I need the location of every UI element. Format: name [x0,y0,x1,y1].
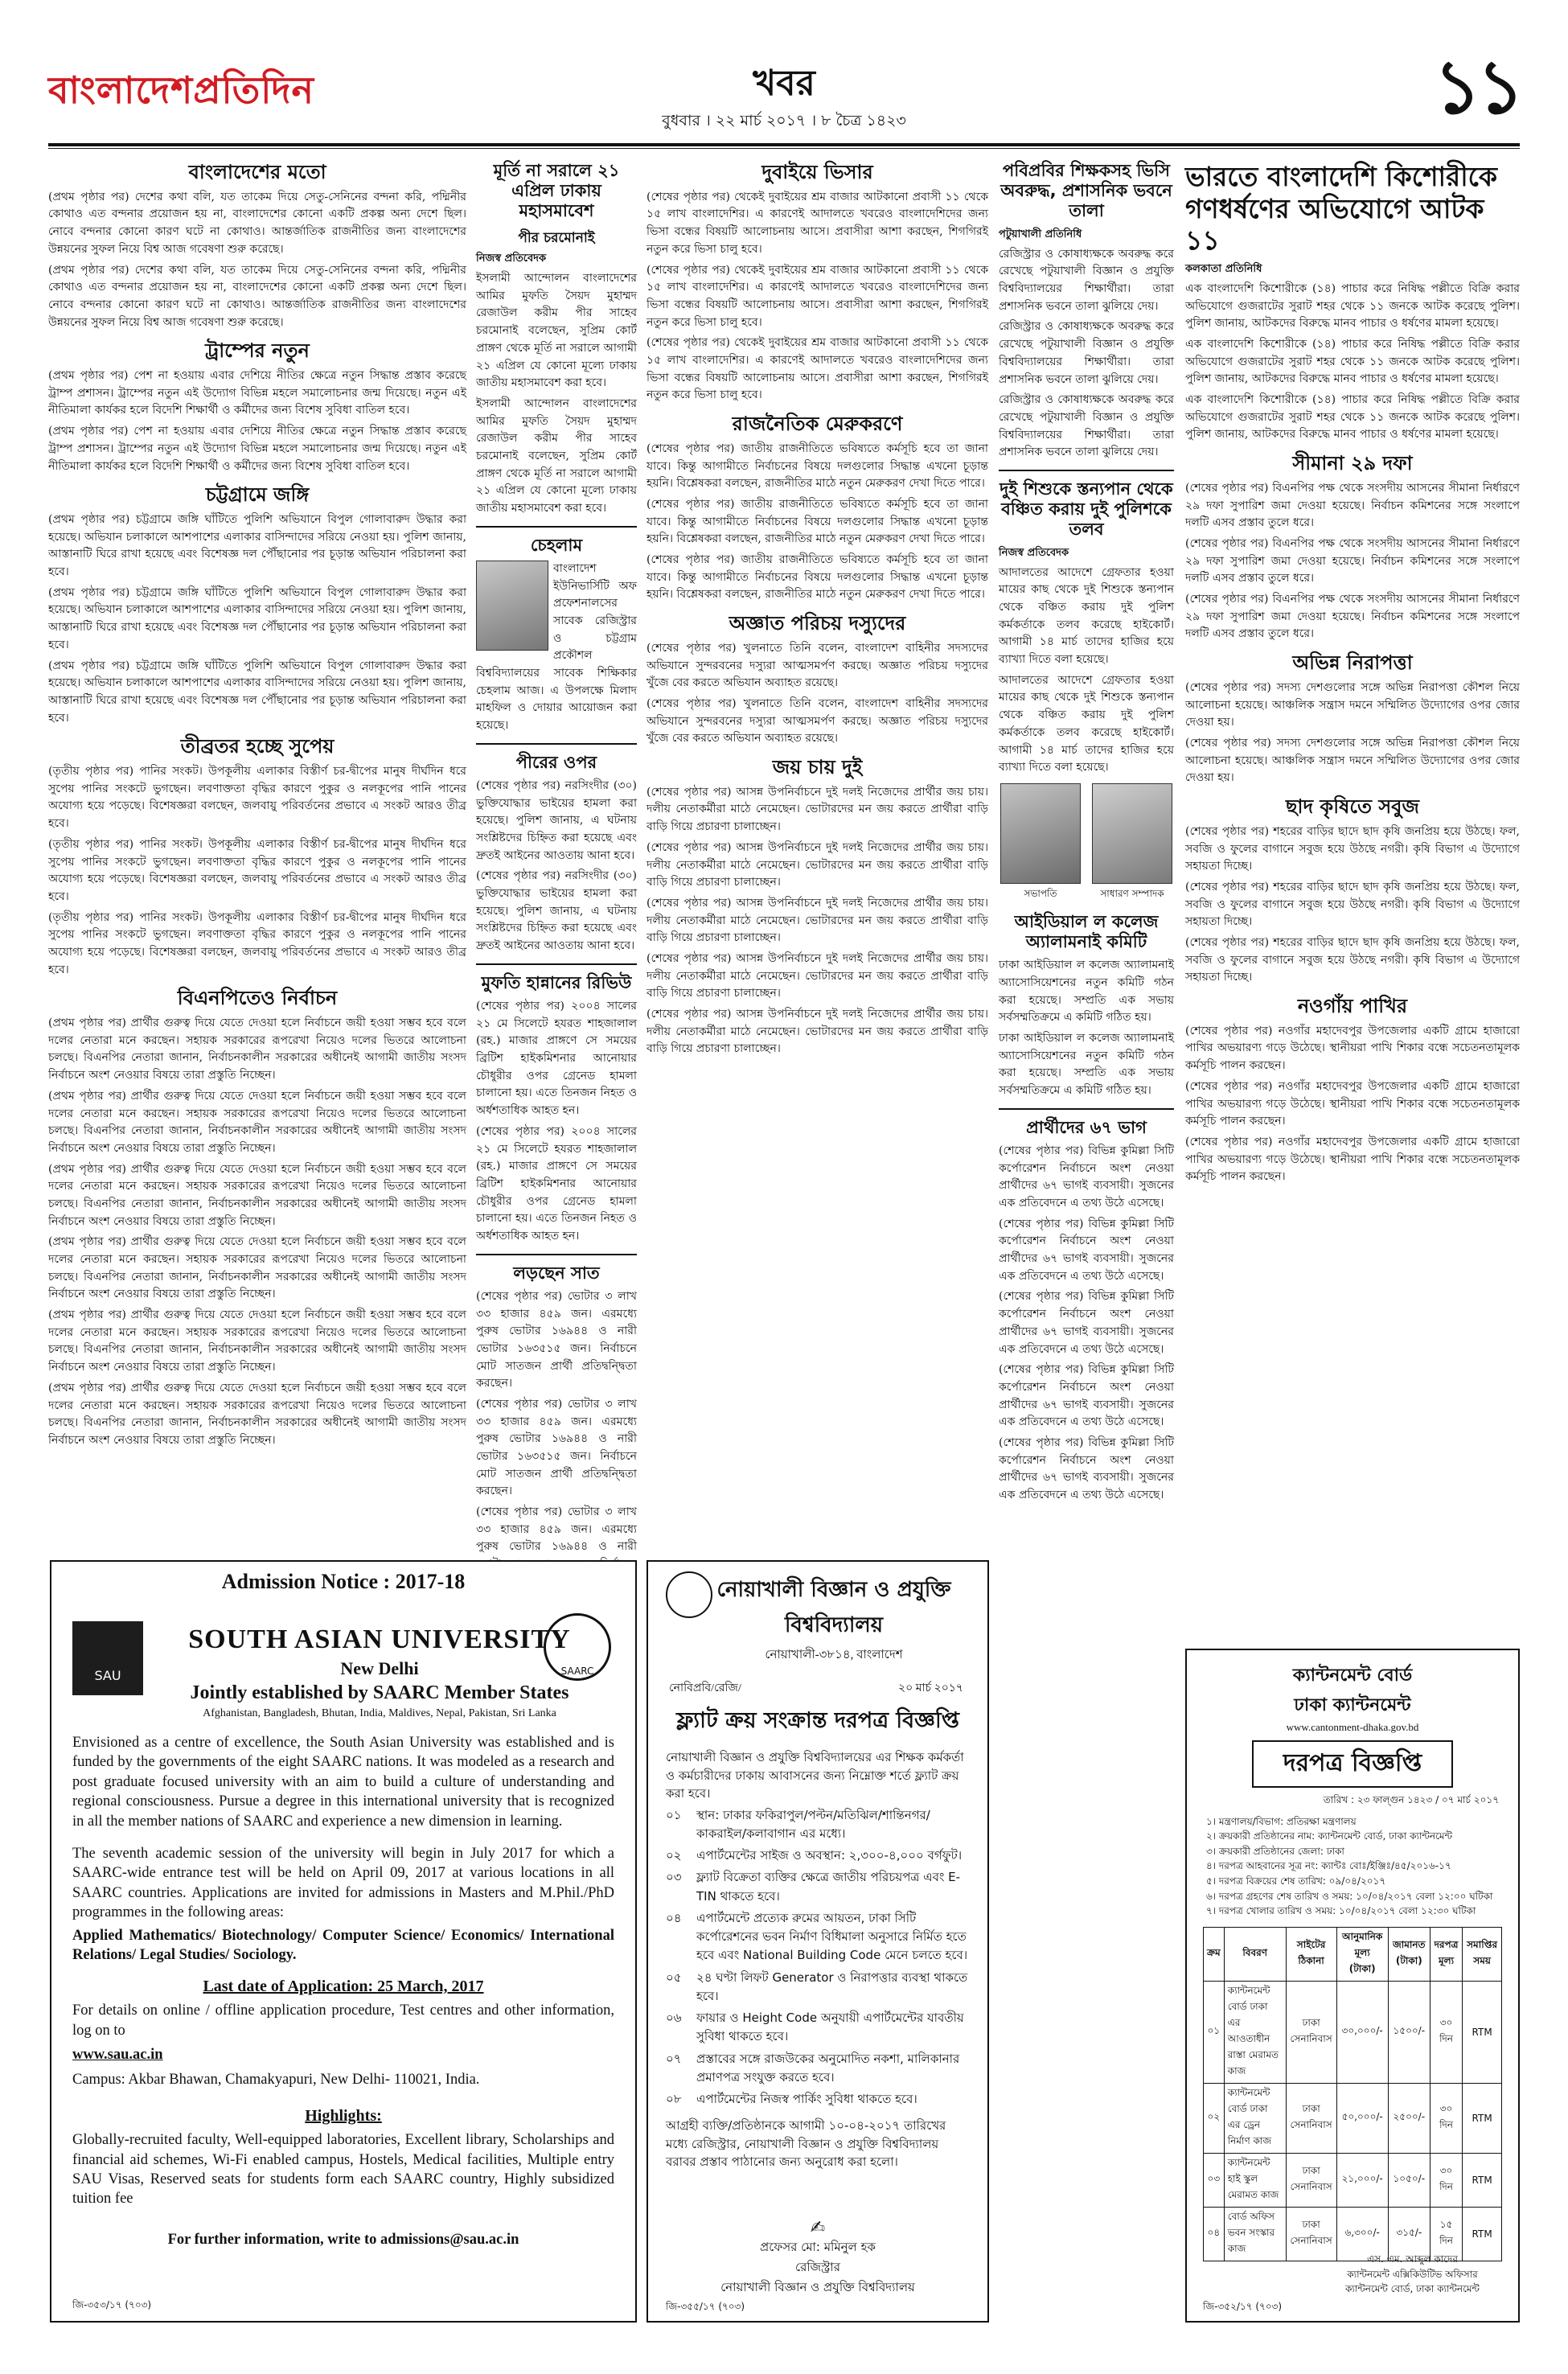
signatory-org: ক্যান্টনমেন্ট বোর্ড, ঢাকা ক্যান্টনমেন্ট [1344,2283,1480,2295]
table-cell: ঢাকা সেনানিবাস [1286,2083,1336,2153]
article-body: ঢাকা আইডিয়াল ল কলেজ অ্যালামনাই অ্যাসোসিয়েশনের নতুন কমিটি গঠন করা হয়েছে। সম্প্রতি এক সভায় সর্বসম্মতিক্রমে এ কমিটি গঠিত হয়। [999,959,1174,1025]
separator [476,963,637,965]
table-cell: ২১,০০০/- [1336,2153,1388,2207]
article-body: এক বাংলাদেশি কিশোরীকে (১৪) পাচার করে নিষিদ্ধ পল্লীতে বিক্রি করার অভিযোগে গুজরাটের সুরাট শহর থেকে ১১ জনকে আটক করেছে পুলিশ। পুলিশ জানায়, আটকদের বিরুদ্ধে মানব পাচার ও ধর্ষণের মামলা হয়েছে। [1185,281,1520,331]
article-body: এক বাংলাদেশি কিশোরীকে (১৪) পাচার করে নিষিদ্ধ পল্লীতে বিক্রি করার অভিযোগে গুজরাটের সুরাট শহর থেকে ১১ জনকে আটক করেছে পুলিশ। পুলিশ জানায়, আটকদের বিরুদ্ধে মানব পাচার ও ধর্ষণের মামলা হয়েছে। [1185,337,1520,386]
notice-date: তারিখ : ২৩ ফাল্গুন ১৪২৩ / ০৭ মার্চ ২০১৭ [1323,1794,1499,1805]
column-1 [48,153,466,1556]
masthead-rule-thin [48,148,1520,149]
table-cell: ৫০,০০০/- [1336,2083,1388,2153]
headline: সীমানা ২৯ দফা [1292,452,1413,475]
tender-table [1203,1927,1502,2261]
table-cell: ঢাকা সেনানিবাস [1286,2207,1336,2261]
article-body: (প্রথম পৃষ্ঠার পর) চট্টগ্রামে জঙ্গি ঘাঁটিতে পুলিশি অভিযানে বিপুল গোলাবারুদ উদ্ধার করা হয়েছে। অভিযান চলাকালে আশপাশের এলাকার বাসিন্দাদের সরিয়ে নেওয়া হয়। পুলিশ জানায়, আস্তানাটি ঘিরে রাখা হয়েছে এবং বিশেষজ্ঞ দল পৌঁছানোর পর চূড়ান্ত অভিযান পরিচালনা করা হবে। [48,513,466,579]
article-body: (শেষের পৃষ্ঠার পর) নওগাঁর মহাদেবপুর উপজেলার একটি গ্রামে হাজারো পাখির অভয়ারণ্য গড়ে উঠেছে। স্থানীয়রা পাখি শিকার বন্ধে সচেতনতামূলক কর্মসূচি পালন করছেন। [1185,1135,1520,1184]
headline: অজ্ঞাত পরিচয় দস্যুদের [729,612,906,635]
article-body: (শেষের পৃষ্ঠার পর) বিএনপির পক্ষ থেকে সংসদীয় আসনের সীমানা নির্ধারণে ২৯ দফা সুপারিশ জমা দেওয়া হয়েছে। নির্বাচন কমিশনের সঙ্গে সংলাপে দলটি এসব প্রস্তাব তুলে ধরে। [1185,536,1520,585]
highlights-text: Globally-recruited faculty, Well-equipped laboratories, Excellent library, Scholarships and financial aid schemes, Wi-Fi enabled campus, Hostels, Medical facilities, Multiple entry SAU Visas, Reserved seats for students form each SAARC country, Highly subsidized tuition fee [72,2132,614,2208]
ad-heading: নোয়াখালী বিজ্ঞান ও প্রযুক্তি বিশ্ববিদ্যালয় [716,1578,951,1637]
article-body: আদালতের আদেশে গ্রেফতার হওয়া মায়ের কাছ থেকে দুই শিশুকে স্তন্যপান থেকে বঞ্চিত করায় দুই পুলিশ কর্মকর্তাকে তলব করেছে হাইকোর্ট। আগামী ১৪ মার্চ তাদের হাজির হয়ে ব্যাখ্যা দিতে বলা হয়েছে। [999,673,1174,774]
table-header-row [1204,1927,1502,1981]
article-body: (শেষের পৃষ্ঠার পর) জাতীয় রাজনীতিতে ভবিষ্যতে কর্মসূচি হবে তা জানা যাবে। কিন্তু আগামীতে নির্বাচনের বিষয়ে দলগুলোর সিদ্ধান্ত এখনো চূড়ান্ত হয়নি। বিশ্লেষকরা বলছেন, রাজনীতির মাঠে নতুন মেরুকরণ দেখা দিতে পারে। [646,552,988,602]
photo-caption: সভাপতি [1024,887,1057,899]
headline: দুবাইয়ে ভিসার [761,161,873,183]
headline: জয় চায় দুই [772,755,863,778]
separator [476,1254,637,1255]
article-body: (শেষের পৃষ্ঠার পর) বিএনপির পক্ষ থেকে সংসদীয় আসনের সীমানা নির্ধারণে ২৯ দফা সুপারিশ জমা দেওয়া হয়েছে। নির্বাচন কমিশনের সঙ্গে সংলাপে দলটি এসব প্রস্তাব তুলে ধরে। [1185,481,1520,530]
article-body: রেজিস্ট্রার ও কোষাধ্যক্ষকে অবরুদ্ধ করে রেখেছে পটুয়াখালী বিজ্ঞান ও প্রযুক্তি বিশ্ববিদ্যালয়ের শিক্ষার্থীরা। তারা প্রশাসনিক ভবনে তালা ঝুলিয়ে দেয়। [999,393,1174,459]
application-deadline: Last date of Application: 25 March, 2017 [203,1978,484,1996]
headline: মূর্তি না সরালে ২১ এপ্রিল ঢাকায় মহাসমাবেশ [493,161,620,221]
headline: চেহলাম [530,535,583,555]
joint-statement: Jointly established by SAARC Member States [190,1682,569,1703]
article-body: (শেষের পৃষ্ঠার পর) থেকেই দুবাইয়ের শ্রম বাজার আটকানো প্রবাসী ১১ থেকে ১৫ লাখ বাংলাদেশির। এ কারণেই আদালতে খবরেও বাংলাদেশিদের জন্য ভিসা বন্ধের বিষয়টি আলোচনায় আসে। প্রবাসীরা আশা করছেন, শিগগিরই নতুন করে ভিসা চালু হবে। [646,336,988,402]
reference-number: নোবিপ্রবি/রেজি/ [669,1682,741,1694]
notice-title: ফ্ল্যাট ক্রয় সংক্রান্ত দরপত্র বিজ্ঞপ্তি [676,1708,959,1733]
article-body: (শেষের পৃষ্ঠার পর) বিভিন্ন কুমিল্লা সিটি কর্পোরেশন নির্বাচনে অংশ নেওয়া প্রার্থীদের ৬৭ ভাগই ব্যবসায়ী। সুজনের এক প্রতিবেদনে এ তথ্য উঠে এসেছে। [999,1290,1174,1356]
article-body: আদালতের আদেশে গ্রেফতার হওয়া মায়ের কাছ থেকে দুই শিশুকে স্তন্যপান থেকে বঞ্চিত করায় দুই পুলিশ কর্মকর্তাকে তলব করেছে হাইকোর্ট। আগামী ১৪ মার্চ তাদের হাজির হয়ে ব্যাখ্যা দিতে বলা হয়েছে। [999,565,1174,667]
notice-title: দরপত্র বিজ্ঞপ্তি [1252,1740,1453,1788]
headline: তীব্রতর হচ্ছে সুপেয় [180,735,335,758]
article-body: (শেষের পৃষ্ঠার পর) নওগাঁর মহাদেবপুর উপজেলার একটি গ্রামে হাজারো পাখির অভয়ারণ্য গড়ে উঠেছে। স্থানীয়রা পাখি শিকার বন্ধে সচেতনতামূলক কর্মসূচি পালন করছেন। [1185,1024,1520,1073]
ad-cantonment-tender [1185,1649,1520,2323]
article-body: (প্রথম পৃষ্ঠার পর) প্রার্থীর গুরুত্ব দিয়ে যেতে দেওয়া হলে নির্বাচনে জয়ী হওয়া সম্ভব হবে বলে দলের নেতারা মনে করছেন। সহায়ক সরকারের রূপরেখা নিয়েও দলের ভিতরে আলোচনা চলছে। বিএনপির নেতারা জানান, নির্বাচনকালীন সরকারের অধীনেই আগামী জাতীয় সংসদ নির্বাচনে অংশ নেওয়ার বিষয়ে তারা প্রস্তুতি নিচ্ছেন। [48,1235,466,1301]
list-item-text: ফ্ল্যাট বিক্রেতা ব্যক্তির ক্ষেত্রে জাতীয় পরিচয়পত্র এবং E-TIN থাকতে হবে। [696,1870,961,1904]
programme-areas: Applied Mathematics/ Biotechnology/ Computer Science/ Economics/ International Relations/ Legal Studies/ Sociology. [72,1927,614,1964]
separator [999,470,1174,471]
table-cell: ৩০ দিন [1430,2083,1462,2153]
headline: ছাদ কৃষিতে সবুজ [1285,795,1420,819]
article-body: (শেষের পৃষ্ঠার পর) সদস্য দেশগুলোর সঙ্গে অভিন্ন নিরাপত্তা কৌশল নিয়ে আলোচনা হয়েছে। আঞ্চলিক সন্ত্রাস দমনে সম্মিলিত উদ্যোগের ওপর জোর দেওয়া হয়। [1185,680,1520,729]
table-cell: ১০৫০/- [1388,2153,1430,2207]
table-cell: ০১ [1204,1981,1225,2083]
table-cell: ক্যান্টনমেন্ট হাই স্কুল মেরামত কাজ [1224,2153,1286,2207]
university-seal-icon [666,1571,712,1618]
list-item [666,1909,970,1965]
headline: প্রার্থীদের ৬৭ ভাগ [1026,1117,1147,1137]
table-cell: বোর্ড অফিস ভবন সংস্কার কাজ [1224,2207,1286,2261]
article-body: (শেষের পৃষ্ঠার পর) আসন্ন উপনির্বাচনে দুই দলই নিজেদের প্রার্থীর জয় চায়। দলীয় নেতাকর্মীরা মাঠে নেমেছেন। ভোটারদের মন জয় করতে প্রার্থীরা বাড়ি বাড়ি গিয়ে প্রচারণা চালাচ্ছেন। [646,840,988,889]
list-item-number: ০৫ [666,1969,682,1985]
signature-block [648,2218,987,2298]
table-header-cell: সাইটের ঠিকানা [1286,1927,1336,1981]
newspaper-logo: বাংলাদেশপ্রতিদিন [48,68,315,112]
table-row [1204,2153,1502,2207]
list-item-number: ০৪ [666,1910,682,1925]
list-item-text: এপার্টমেন্টে প্রত্যেক রুমের আয়তন, ঢাকা সিটি কর্পোরেশনের ভবন নির্মাণ বিধিমালা অনুসারে নির্মিত হতে হবে এবং National Building Code মেনে চলতে হবে। [696,1910,968,1963]
tender-info-line: ২। ক্রয়কারী প্রতিষ্ঠানের নাম: ক্যান্টনমেন্ট বোর্ড, ঢাকা ক্যান্টনমেন্ট [1206,1830,1453,1842]
university-website-link[interactable]: www.sau.ac.in [72,2047,163,2064]
separator [999,1108,1174,1110]
table-cell: RTM [1463,2083,1502,2153]
list-item-number: ০৭ [666,2051,682,2066]
section-title: খবর [753,63,815,104]
article-body: (শেষের পৃষ্ঠার পর) নরসিংদীর (৩০) ভুক্তিযোদ্ধার ভাইয়ের হামলা করা হয়েছে। পুলিশ জানায়, এ ঘটনায় সংশ্লিষ্টদের চিহ্নিত করা হয়েছে এবং দ্রুতই আইনের আওতায় আনা হবে। [476,778,637,862]
list-item-number: ০১ [666,1807,682,1822]
article-body: (শেষের পৃষ্ঠার পর) ভোটার ৩ লাখ ৩৩ হাজার ৪৫৯ জন। এরমধ্যে পুরুষ ভোটার ১৬৯৪৪ ও নারী [476,1505,637,1554]
article-body: রেজিস্ট্রার ও কোষাধ্যক্ষকে অবরুদ্ধ করে রেখেছে পটুয়াখালী বিজ্ঞান ও প্রযুক্তি বিশ্ববিদ্যালয়ের শিক্ষার্থীরা। তারা প্রশাসনিক ভবনে তালা ঝুলিয়ে দেয়। [999,247,1174,313]
byline: পটুয়াখালী প্রতিনিধি [999,228,1082,240]
signatory-title: রেজিস্ট্রার [794,2260,841,2274]
ad-south-asian-university [50,1560,637,2323]
article-body: (শেষের পৃষ্ঠার পর) বিভিন্ন কুমিল্লা সিটি কর্পোরেশন নির্বাচনে অংশ নেওয়া প্রার্থীদের ৬৭ ভাগই ব্যবসায়ী। সুজনের এক প্রতিবেদনে এ তথ্য উঠে এসেছে। [999,1435,1174,1502]
article-body: (শেষের পৃষ্ঠার পর) জাতীয় রাজনীতিতে ভবিষ্যতে কর্মসূচি হবে তা জানা যাবে। কিন্তু আগামীতে নির্বাচনের বিষয়ে দলগুলোর সিদ্ধান্ত এখনো চূড়ান্ত হয়নি। বিশ্লেষকরা বলছেন, রাজনীতির মাঠে নতুন মেরুকরণ দেখা দিতে পারে। [646,442,988,491]
notice-closing: আগ্রহী ব্যক্তি/প্রতিষ্ঠানকে আগামী ১০-০৪-২০১৭ তারিখের মধ্যে রেজিস্ট্রার, নোয়াখালী বিজ্ঞান ও প্রযুক্তি বিশ্ববিদ্যালয় বরাবর প্রস্তাব পাঠানোর জন্য অনুরোধ করা হলো। [666,2118,946,2170]
highlights-title: Highlights: [305,2107,382,2126]
tender-info-line: ৩। ক্রয়কারী প্রতিষ্ঠানের জেলা: ঢাকা [1206,1845,1344,1857]
article-body: বাংলাদেশ ইউনিভার্সিটি অফ প্রফেশনালসের সাবেক রেজিস্ট্রার ও চট্টগ্রাম প্রকৌশল বিশ্ববিদ্যালয়ের সাবেক শিক্ষিকার চেহলাম আজ। এ উপলক্ষে মিলাদ মাহফিল ও দোয়ার আয়োজন করা হয়েছে। [476,561,637,733]
ad-heading: ক্যান্টনমেন্ট বোর্ড [1292,1665,1413,1686]
table-header-cell: জামানত (টাকা) [1388,1927,1430,1981]
article-body: (তৃতীয় পৃষ্ঠার পর) পানির সংকট। উপকূলীয় এলাকার বিস্তীর্ণ চর-দ্বীপের মানুষ দীর্ঘদিন ধরে সুপেয় পানির সংকটে ভুগছেন। লবণাক্ততা বৃদ্ধির কারণে পুকুর ও নলকূপের পানি পানের অযোগ্য হয়ে পড়েছে। বিশেষজ্ঞরা বলছেন, জলবায়ু পরিবর্তনের প্রভাবে এ সংকট আরও তীব্র হবে। [48,910,466,976]
headline: ট্রাম্পের নতুন [205,339,310,363]
article-body: (শেষের পৃষ্ঠার পর) খুলনাতে তিনি বলেন, বাংলাদেশ বাহিনীর সদস্যদের অভিযানে সুন্দরবনের দস্যুরা আত্মসমর্পণ করছে। অজ্ঞাত পরিচয় দস্যুদের খুঁজে বের করতে অভিযান অব্যাহত রয়েছে। [646,641,988,690]
list-item-text: এপার্টমেন্টের নিজস্ব পার্কিং সুবিধা থাকতে হবে। [696,2092,917,2106]
reference-line [648,1678,987,1698]
photo-caption: সাধারণ সম্পাদক [1100,887,1164,899]
table-cell: ০৪ [1204,2207,1225,2261]
list-item [666,1868,970,1906]
ad-paragraph: For details on online / offline application procedure, Test centres and other information, log on to [72,2002,614,2039]
byline: নিজস্ব প্রতিবেদক [999,546,1069,559]
article-body: এক বাংলাদেশি কিশোরীকে (১৪) পাচার করে নিষিদ্ধ পল্লীতে বিক্রি করার অভিযোগে গুজরাটের সুরাট শহর থেকে ১১ জনকে আটক করেছে পুলিশ। পুলিশ জানায়, আটকদের বিরুদ্ধে মানব পাচার ও ধর্ষণের মামলা হয়েছে। [1185,393,1520,442]
list-item [666,1846,970,1865]
article-body: (শেষের পৃষ্ঠার পর) বিভিন্ন কুমিল্লা সিটি কর্পোরেশন নির্বাচনে অংশ নেওয়া প্রার্থীদের ৬৭ ভাগই ব্যবসায়ী। সুজনের এক প্রতিবেদনে এ তথ্য উঠে এসেছে। [999,1363,1174,1429]
committee-photos [999,783,1174,904]
article-body: (প্রথম পৃষ্ঠার পর) প্রার্থীর গুরুত্ব দিয়ে যেতে দেওয়া হলে নির্বাচনে জয়ী হওয়া সম্ভব হবে বলে দলের নেতারা মনে করছেন। সহায়ক সরকারের রূপরেখা নিয়েও দলের ভিতরে আলোচনা চলছে। বিএনপির নেতারা জানান, নির্বাচনকালীন সরকারের অধীনেই আগামী জাতীয় সংসদ নির্বাচনে অংশ নেওয়ার বিষয়ে তারা প্রস্তুতি নিচ্ছেন। [48,1017,466,1082]
table-cell: ৩০,০০০/- [1336,1981,1388,2083]
table-body [1204,1981,1502,2261]
campus-address: Campus: Akbar Bhawan, Chamakyapuri, New Delhi- 110021, India. [72,2071,480,2088]
saarc-logo-icon: SAARC [544,1613,611,1681]
ad-subheading: নোয়াখালী-৩৮১৪, বাংলাদেশ [765,1649,903,1661]
table-cell: ০৩ [1204,2153,1225,2207]
column-5 [1185,153,1520,1584]
dateline: বুধবার । ২২ মার্চ ২০১৭ । ৮ চৈত্র ১৪২৩ [662,112,906,129]
sau-logo-icon: SAU [72,1621,143,1695]
headline-sub: পীর চরমোনাই [518,229,595,246]
article-body: (প্রথম পৃষ্ঠার পর) দেশের কথা বলি, যত তাকেম দিয়ে সেতু-সেনিনের বন্দনা করি, পদ্মিনীর কোথাও এত বন্দনার প্রয়োজন হয় না, বাংলাদেশের কোনো একটি প্রকল্প অন্য দেশে ছিল। নোবে বন্দনার কোনো কারণ ঘটে না কোথাও। আন্তর্জাতিক রাজনীতির জন্য বাংলাদেশের উন্নয়নের সুফল নিয়ে বিশ্ব আজ গবেষণা শুরু করেছে। [48,190,466,256]
list-item [666,1806,970,1844]
table-cell: ঢাকা সেনানিবাস [1286,2153,1336,2207]
headline: পবিপ্রবির শিক্ষকসহ ভিসি অবরুদ্ধ, প্রশাসনিক ভবনে তালা [1000,161,1172,221]
signature-mark-icon: ✍ [810,2218,826,2238]
column-3 [646,153,988,1375]
article-body: ইসলামী আন্দোলন বাংলাদেশের আমির মুফতি সৈয়দ মুহাম্মদ রেজাউল করীম পীর সাহেব চরমোনাই বলেছেন, সুপ্রিম কোর্ট প্রাঙ্গণ থেকে মূর্তি না সরালে আগামী ২১ এপ্রিল যে কোনো মূল্যে ঢাকায় জাতীয় মহাসমাবেশ করা হবে। [476,396,637,515]
president-photo [1000,783,1081,884]
masthead [48,43,1520,145]
table-row [1204,2083,1502,2153]
table-header-cell: বিবরণ [1224,1927,1286,1981]
article-body: (প্রথম পৃষ্ঠার পর) প্রার্থীর গুরুত্ব দিয়ে যেতে দেওয়া হলে নির্বাচনে জয়ী হওয়া সম্ভব হবে বলে দলের নেতারা মনে করছেন। সহায়ক সরকারের রূপরেখা নিয়েও দলের ভিতরে আলোচনা চলছে। বিএনপির নেতারা জানান, নির্বাচনকালীন সরকারের অধীনেই আগামী জাতীয় সংসদ নির্বাচনে অংশ নেওয়ার বিষয়ে তারা প্রস্তুতি নিচ্ছেন। [48,1089,466,1155]
table-cell: ঢাকা সেনানিবাস [1286,1981,1336,2083]
table-header-cell: দরপত্র মূল্য [1430,1927,1462,1981]
headline: অভিন্ন নিরাপত্তা [1292,651,1413,675]
article-body: (শেষের পৃষ্ঠার পর) ভোটার ৩ লাখ ৩৩ হাজার ৪৫৯ জন। এরমধ্যে পুরুষ ভোটার ১৬৯৪৪ ও নারী ভোটার ১৬৩৫১৫ জন। নির্বাচনে মোট সাতজন প্রার্থী প্রতিদ্বন্দ্বিতা করছেন। [476,1289,637,1390]
article-body: রেজিস্ট্রার ও কোষাধ্যক্ষকে অবরুদ্ধ করে রেখেছে পটুয়াখালী বিজ্ঞান ও প্রযুক্তি বিশ্ববিদ্যালয়ের শিক্ষার্থীরা। তারা প্রশাসনিক ভবনে তালা ঝুলিয়ে দেয়। [999,320,1174,386]
list-item-text: ২৪ ঘণ্টা লিফট Generator ও নিরাপত্তার ব্যবস্থা থাকতে হবে। [696,1969,968,2003]
table-cell: ৩১৫/- [1388,2207,1430,2261]
article-body: (তৃতীয় পৃষ্ঠার পর) পানির সংকট। উপকূলীয় এলাকার বিস্তীর্ণ চর-দ্বীপের মানুষ দীর্ঘদিন ধরে সুপেয় পানির সংকটে ভুগছেন। লবণাক্ততা বৃদ্ধির কারণে পুকুর ও নলকূপের পানি পানের অযোগ্য হয়ে পড়েছে। বিশেষজ্ঞরা বলছেন, জলবায়ু পরিবর্তনের প্রভাবে এ সংকট আরও তীব্র হবে। [48,837,466,903]
list-item-number: ০৩ [666,1870,682,1885]
table-cell: ক্যান্টনমেন্ট বোর্ড ঢাকা এর আওতাধীন রাস্তা মেরামত কাজ [1224,1981,1286,2083]
table-cell: ৩০ দিন [1430,2153,1462,2207]
list-item-text: প্রস্তাবের সঙ্গে রাজউকের অনুমোদিত নকশা, মালিকানার প্রমাণপত্র সংযুক্ত করতে হবে। [696,2051,960,2084]
table-cell: ০২ [1204,2083,1225,2153]
article-body: (শেষের পৃষ্ঠার পর) আসন্ন উপনির্বাচনে দুই দলই নিজেদের প্রার্থীর জয় চায়। দলীয় নেতাকর্মীরা মাঠে নেমেছেন। ভোটারদের মন জয় করতে প্রার্থীরা বাড়ি বাড়ি গিয়ে প্রচারণা চালাচ্ছেন। [646,785,988,834]
article-body: (প্রথম পৃষ্ঠার পর) প্রার্থীর গুরুত্ব দিয়ে যেতে দেওয়া হলে নির্বাচনে জয়ী হওয়া সম্ভব হবে বলে দলের নেতারা মনে করছেন। সহায়ক সরকারের রূপরেখা নিয়েও দলের ভিতরে আলোচনা চলছে। বিএনপির নেতারা জানান, নির্বাচনকালীন সরকারের অধীনেই আগামী জাতীয় সংসদ নির্বাচনে অংশ নেওয়ার বিষয়ে তারা প্রস্তুতি নিচ্ছেন। [48,1381,466,1447]
list-item-number: ০২ [666,1848,682,1863]
list-item-number: ০৬ [666,2011,682,2025]
article-body: (শেষের পৃষ্ঠার পর) সদস্য দেশগুলোর সঙ্গে অভিন্ন নিরাপত্তা কৌশল নিয়ে আলোচনা হয়েছে। আঞ্চলিক সন্ত্রাস দমনে সম্মিলিত উদ্যোগের ওপর জোর দেওয়া হয়। [1185,736,1520,785]
table-cell: RTM [1463,1981,1502,2083]
headline: পীরের ওপর [515,752,597,772]
ad-code: জি-৩৫৩/১৭ (৭০৩) [72,2299,152,2310]
article-body: (প্রথম পৃষ্ঠার পর) প্রার্থীর গুরুত্ব দিয়ে যেতে দেওয়া হলে নির্বাচনে জয়ী হওয়া সম্ভব হবে বলে দলের নেতারা মনে করছেন। সহায়ক সরকারের রূপরেখা নিয়েও দলের ভিতরে আলোচনা চলছে। বিএনপির নেতারা জানান, নির্বাচনকালীন সরকারের অধীনেই আগামী জাতীয় সংসদ নির্বাচনে অংশ নেওয়ার বিষয়ে তারা প্রস্তুতি নিচ্ছেন। [48,1162,466,1228]
secretary-photo [1092,783,1172,884]
article-body: (শেষের পৃষ্ঠার পর) জাতীয় রাজনীতিতে ভবিষ্যতে কর্মসূচি হবে তা জানা যাবে। কিন্তু আগামীতে নির্বাচনের বিষয়ে দলগুলোর সিদ্ধান্ত এখনো চূড়ান্ত হয়নি। বিশ্লেষকরা বলছেন, রাজনীতির মাঠে নতুন মেরুকরণ দেখা দিতে পারে। [646,497,988,546]
article-body: (শেষের পৃষ্ঠার পর) ২০০৪ সালের ২১ মে সিলেটে হযরত শাহজালাল (রহ.) মাজার প্রাঙ্গণে সে সময়ের ব্রিটিশ হাইকমিশনার আনোয়ার চৌধুরীর ওপর গ্রেনেড হামলা চালানো হয়। এতে তিনজন নিহত ও অর্ধশতাধিক আহত হন। [476,1124,637,1242]
conditions-list [648,1806,987,2109]
masthead-rule [48,143,1520,146]
article-body: (শেষের পৃষ্ঠার পর) বিএনপির পক্ষ থেকে সংসদীয় আসনের সীমানা নির্ধারণে ২৯ দফা সুপারিশ জমা দেওয়া হয়েছে। নির্বাচন কমিশনের সঙ্গে সংলাপে দলটি এসব প্রস্তাব তুলে ধরে। [1185,593,1520,641]
article-body: (তৃতীয় পৃষ্ঠার পর) পানির সংকট। উপকূলীয় এলাকার বিস্তীর্ণ চর-দ্বীপের মানুষ দীর্ঘদিন ধরে সুপেয় পানির সংকটে ভুগছেন। লবণাক্ততা বৃদ্ধির কারণে পুকুর ও নলকূপের পানি পানের অযোগ্য হয়ে পড়েছে। বিশেষজ্ঞরা বলছেন, জলবায়ু পরিবর্তনের প্রভাবে এ সংকট আরও তীব্র হবে। [48,765,466,831]
table-cell: ১৫ দিন [1430,2207,1462,2261]
article-body: (শেষের পৃষ্ঠার পর) বিভিন্ন কুমিল্লা সিটি কর্পোরেশন নির্বাচনে অংশ নেওয়া প্রার্থীদের ৬৭ ভাগই ব্যবসায়ী। সুজনের এক প্রতিবেদনে এ তথ্য উঠে এসেছে। [999,1217,1174,1283]
separator [476,526,637,528]
university-city: New Delhi [340,1658,419,1678]
tender-info-line: ১। মন্ত্রণালয়/বিভাগ: প্রতিরক্ষা মন্ত্রণালয় [1206,1815,1357,1827]
article-body: (প্রথম পৃষ্ঠার পর) পেশ না হওয়ায় এবার দেশিয়ে নীতির ক্ষেত্রে নতুন সিদ্ধান্ত প্রস্তাব করেছে ট্রাম্প প্রশাসন। ট্রাম্পের নতুন এই উদ্যোগ বিভিন্ন মহলে সমালোচনার জন্ম দিয়েছে। নতুন এই নীতিমালা কার্যকর হলে বিদেশি শিক্ষার্থী ও কর্মীদের জন্য বিশেষ সুবিধা বাতিল হবে। [48,425,466,473]
article-body: (শেষের পৃষ্ঠার পর) ২০০৪ সালের ২১ মে সিলেটে হযরত শাহজালাল (রহ.) মাজার প্রাঙ্গণে সে সময়ের ব্রিটিশ হাইকমিশনার আনোয়ার চৌধুরীর ওপর গ্রেনেড হামলা চালানো হয়। এতে তিনজন নিহত ও অর্ধশতাধিক আহত হন। [476,1000,637,1118]
headline: নওগাঁয় পাখির [1297,995,1408,1017]
table-header-cell: আনুমানিক মূল্য (টাকা) [1336,1927,1388,1981]
table-cell: RTM [1463,2153,1502,2207]
article-body: (শেষের পৃষ্ঠার পর) খুলনাতে তিনি বলেন, বাংলাদেশ বাহিনীর সদস্যদের অভিযানে সুন্দরবনের দস্যুরা আত্মসমর্পণ করছে। অজ্ঞাত পরিচয় দস্যুদের খুঁজে বের করতে অভিযান অব্যাহত রয়েছে। [646,696,988,745]
article-body: (প্রথম পৃষ্ঠার পর) দেশের কথা বলি, যত তাকেম দিয়ে সেতু-সেনিনের বন্দনা করি, পদ্মিনীর কোথাও এত বন্দনার প্রয়োজন হয় না, বাংলাদেশের কোনো একটি প্রকল্প অন্য দেশে ছিল। নোবে বন্দনার কোনো কারণ ঘটে না কোথাও। আন্তর্জাতিক রাজনীতির জন্য বাংলাদেশের উন্নয়নের সুফল নিয়ে বিশ্ব আজ গবেষণা শুরু করেছে। [48,263,466,329]
article-body: (শেষের পৃষ্ঠার পর) বিভিন্ন কুমিল্লা সিটি কর্পোরেশন নির্বাচনে অংশ নেওয়া প্রার্থীদের ৬৭ ভাগই ব্যবসায়ী। সুজনের এক প্রতিবেদনে এ তথ্য উঠে এসেছে। [999,1144,1174,1210]
article-body: (শেষের পৃষ্ঠার পর) নওগাঁর মহাদেবপুর উপজেলার একটি গ্রামে হাজারো পাখির অভয়ারণ্য গড়ে উঠেছে। স্থানীয়রা পাখি শিকার বন্ধে সচেতনতামূলক কর্মসূচি পালন করছেন। [1185,1079,1520,1128]
tender-info-line: ৫। দরপত্র বিক্রয়ের শেষ তারিখ: ০৯/০৪/২০১৭ [1206,1875,1386,1887]
column-4 [999,153,1174,1633]
ad-code: জি-৩৫২/১৭ (৭০৩) [1203,2301,1283,2312]
ad-code: জি-৩৫৫/১৭ (৭০৩) [666,2301,745,2312]
article-body: (প্রথম পৃষ্ঠার পর) পেশ না হওয়ায় এবার দেশিয়ে নীতির ক্ষেত্রে নতুন সিদ্ধান্ত প্রস্তাব করেছে ট্রাম্প প্রশাসন। ট্রাম্পের নতুন এই উদ্যোগ বিভিন্ন মহলে সমালোচনার জন্ম দিয়েছে। নতুন এই নীতিমালা কার্যকর হলে বিদেশি শিক্ষার্থী ও কর্মীদের জন্য বিশেষ সুবিধা বাতিল হবে। [48,369,466,417]
article-body: (শেষের পৃষ্ঠার পর) শহরের বাড়ির ছাদে ছাদ কৃষি জনপ্রিয় হয়ে উঠছে। ফল, সবজি ও ফুলের বাগানে সবুজ হয়ে উঠছে নগরী। কৃষি বিভাগ এ উদ্যোগে সহায়তা দিচ্ছে। [1185,880,1520,929]
list-item [666,2090,970,2109]
signatory-org: নোয়াখালী বিজ্ঞান ও প্রযুক্তি বিশ্ববিদ্যালয় [720,2280,915,2294]
article-body: (প্রথম পৃষ্ঠার পর) প্রার্থীর গুরুত্ব দিয়ে যেতে দেওয়া হলে নির্বাচনে জয়ী হওয়া সম্ভব হবে বলে দলের নেতারা মনে করছেন। সহায়ক সরকারের রূপরেখা নিয়েও দলের ভিতরে আলোচনা চলছে। বিএনপির নেতারা জানান, নির্বাচনকালীন সরকারের অধীনেই আগামী জাতীয় সংসদ নির্বাচনে অংশ নেওয়ার বিষয়ে তারা প্রস্তুতি নিচ্ছেন। [48,1308,466,1374]
ad-subheading: ঢাকা ক্যান্টনমেন্ট [1294,1695,1411,1715]
list-item [666,1969,970,2006]
page-number: ১১ [1433,43,1520,130]
article-body: ঢাকা আইডিয়াল ল কলেজ অ্যালামনাই অ্যাসোসিয়েশনের নতুন কমিটি গঠন করা হয়েছে। সম্প্রতি এক সভায় সর্বসম্মতিক্রমে এ কমিটি গঠিত হয়। [999,1032,1174,1098]
ad-title: Admission Notice : 2017-18 [221,1570,466,1593]
table-cell: RTM [1463,2207,1502,2261]
headline-lead: ভারতে বাংলাদেশি কিশোরীকে গণধর্ষণের অভিযোগে আটক ১১ [1185,161,1497,257]
headline: মুফতি হান্নানের রিভিউ [481,972,632,992]
member-states: Afghanistan, Bangladesh, Bhutan, India, Maldives, Nepal, Pakistan, Sri Lanka [203,1707,556,1719]
byline: নিজস্ব প্রতিবেদক [476,252,547,265]
article-body: (শেষের পৃষ্ঠার পর) থেকেই দুবাইয়ের শ্রম বাজার আটকানো প্রবাসী ১১ থেকে ১৫ লাখ বাংলাদেশির। এ কারণেই আদালতে খবরেও বাংলাদেশিদের জন্য ভিসা বন্ধের বিষয়টি আলোচনায় আসে। প্রবাসীরা আশা করছেন, শিগগিরই নতুন করে ভিসা চালু হবে। [646,263,988,329]
table-cell: ক্যান্টনমেন্ট বোর্ড ঢাকা এর ড্রেন নির্মাণ কাজ [1224,2083,1286,2153]
obituary-photo [476,561,548,651]
table-cell: ৬,৩০০/- [1336,2207,1388,2261]
university-name: SOUTH ASIAN UNIVERSITY [188,1624,571,1654]
signatory-name: প্রফেসর মো: মমিনুল হক [760,2240,876,2254]
ad-paragraph: Envisioned as a centre of excellence, the South Asian University was established and is funded by the governments of the eight SAARC nations. It was modeled as a research and post graduate focused university with an aim to build a culture of understanding and regional consciousness. Pursue a degree in this international university that is recognized in all the member nations of SAARC and experience a new dimension in learning. [72,1735,614,1830]
headline: রাজনৈতিক মেরুকরণে [732,413,903,436]
headline: চট্টগ্রামে জঙ্গি [205,483,310,507]
table-row [1204,1981,1502,2083]
separator [476,743,637,745]
table-cell: ৩০ দিন [1430,1981,1462,2083]
headline: বাংলাদেশের মতো [188,161,326,183]
list-item-text: এপার্টমেন্টের সাইজ ও অবস্থান: ২,৩০০-৪,০০০ বর্গফুট। [696,1848,963,1863]
ad-website-link[interactable]: www.cantonment-dhaka.gov.bd [1286,1721,1419,1733]
table-cell: ২৫০০/- [1388,2083,1430,2153]
table-header-cell: সমাপ্তির সময় [1463,1927,1502,1981]
ad-nstu-tender [646,1560,989,2323]
article-body: (শেষের পৃষ্ঠার পর) থেকেই দুবাইয়ের শ্রম বাজার আটকানো প্রবাসী ১১ থেকে ১৫ লাখ বাংলাদেশির। এ কারণেই আদালতে খবরেও বাংলাদেশিদের জন্য ভিসা বন্ধের বিষয়টি আলোচনায় আসে। প্রবাসীরা আশা করছেন, শিগগিরই নতুন করে ভিসা চালু হবে। [646,190,988,256]
article-body: (প্রথম পৃষ্ঠার পর) চট্টগ্রামে জঙ্গি ঘাঁটিতে পুলিশি অভিযানে বিপুল গোলাবারুদ উদ্ধার করা হয়েছে। অভিযান চলাকালে আশপাশের এলাকার বাসিন্দাদের সরিয়ে নেওয়া হয়। পুলিশ জানায়, আস্তানাটি ঘিরে রাখা হয়েছে এবং বিশেষজ্ঞ দল পৌঁছানোর পর চূড়ান্ত অভিযান পরিচালনা করা হবে। [48,585,466,651]
signature-block [1326,2252,1499,2297]
article-body: (শেষের পৃষ্ঠার পর) আসন্ন উপনির্বাচনে দুই দলই নিজেদের প্রার্থীর জয় চায়। দলীয় নেতাকর্মীরা মাঠে নেমেছেন। ভোটারদের মন জয় করতে প্রার্থীরা বাড়ি বাড়ি গিয়ে প্রচারণা চালাচ্ছেন। [646,1008,988,1056]
tender-info-list [1187,1814,1518,1919]
column-2 [476,153,637,1556]
ad-paragraph: The seventh academic session of the university will begin in July 2017 for which a SAARC-wide entrance test will be held on April 09, 2017 at various locations in all SAARC countries. Applications are invited for admissions in Masters and M.Phil./PhD programmes in the following areas: [72,1846,614,1921]
article-body: (শেষের পৃষ্ঠার পর) আসন্ন উপনির্বাচনে দুই দলই নিজেদের প্রার্থীর জয় চায়। দলীয় নেতাকর্মীরা মাঠে নেমেছেন। ভোটারদের মন জয় করতে প্রার্থীরা বাড়ি বাড়ি গিয়ে প্রচারণা চালাচ্ছেন। [646,896,988,945]
article-body: ইসলামী আন্দোলন বাংলাদেশের আমির মুফতি সৈয়দ মুহাম্মদ রেজাউল করীম পীর সাহেব চরমোনাই বলেছেন, সুপ্রিম কোর্ট প্রাঙ্গণ থেকে মূর্তি না সরালে আগামী ২১ এপ্রিল যে কোনো মূল্যে ঢাকায় জাতীয় মহাসমাবেশ করা হবে। [476,272,637,390]
tender-info-line: ৭। দরপত্র খোলার তারিখ ও সময়: ১০/০৪/২০১৭ বেলা ১২:৩০ ঘটিকা [1206,1905,1476,1917]
article-body: (শেষের পৃষ্ঠার পর) নরসিংদীর (৩০) ভুক্তিযোদ্ধার ভাইয়ের হামলা করা হয়েছে। পুলিশ জানায়, এ ঘটনায় সংশ্লিষ্টদের চিহ্নিত করা হয়েছে এবং দ্রুতই আইনের আওতায় আনা হবে। [476,869,637,953]
notice-intro: নোয়াখালী বিজ্ঞান ও প্রযুক্তি বিশ্ববিদ্যালয়ের এর শিক্ষক কর্মকর্তা ও কর্মচারীদের ঢাকায় আবাসনের জন্য নিম্নোক্ত শর্তে ফ্ল্যাট ক্রয় করা হবে। [666,1750,964,1801]
tender-info-line: ৪। দরপত্র আহবানের সূত্র নং: ক্যান্টঃ বোঃ/ইঞ্জিঃ/৪৫/২০১৬-১৭ [1206,1860,1451,1872]
tender-info-line: ৬। দরপত্র গ্রহণের শেষ তারিখ ও সময়: ১০/০৪/২০১৭ বেলা ১২:০০ ঘটিকা [1206,1890,1493,1902]
article-body: (শেষের পৃষ্ঠার পর) শহরের বাড়ির ছাদে ছাদ কৃষি জনপ্রিয় হয়ে উঠছে। ফল, সবজি ও ফুলের বাগানে সবুজ হয়ে উঠছে নগরী। কৃষি বিভাগ এ উদ্যোগে সহায়তা দিচ্ছে। [1185,824,1520,873]
article-body: (শেষের পৃষ্ঠার পর) আসন্ন উপনির্বাচনে দুই দলই নিজেদের প্রার্থীর জয় চায়। দলীয় নেতাকর্মীরা মাঠে নেমেছেন। ভোটারদের মন জয় করতে প্রার্থীরা বাড়ি বাড়ি গিয়ে প্রচারণা চালাচ্ছেন। [646,951,988,1000]
article-body: (শেষের পৃষ্ঠার পর) শহরের বাড়ির ছাদে ছাদ কৃষি জনপ্রিয় হয়ে উঠছে। ফল, সবজি ও ফুলের বাগানে সবুজ হয়ে উঠছে নগরী। কৃষি বিভাগ এ উদ্যোগে সহায়তা দিচ্ছে। [1185,935,1520,984]
headline: দুই শিশুকে স্তন্যপান থেকে বঞ্চিত করায় দুই পুলিশকে তলব [999,478,1173,540]
list-item-number: ০৮ [666,2092,682,2106]
list-item [666,2009,970,2047]
table-cell: ১৫০০/- [1388,1981,1430,2083]
reference-date: ২০ মার্চ ২০১৭ [898,1682,963,1694]
article-body: (প্রথম পৃষ্ঠার পর) চট্টগ্রামে জঙ্গি ঘাঁটিতে পুলিশি অভিযানে বিপুল গোলাবারুদ উদ্ধার করা হয়েছে। অভিযান চলাকালে আশপাশের এলাকার বাসিন্দাদের সরিয়ে নেওয়া হয়। পুলিশ জানায়, আস্তানাটি ঘিরে রাখা হয়েছে এবং বিশেষজ্ঞ দল পৌঁছানোর পর চূড়ান্ত অভিযান পরিচালনা করা হবে। [48,659,466,725]
byline: কলকাতা প্রতিনিধি [1185,262,1262,275]
headline: বিএনপিতেও নির্বাচন [177,987,338,1010]
signatory-title: ক্যান্টনমেন্ট এক্সিকিউটিভ অফিসার [1347,2268,1478,2280]
headline: লড়ছেন সাত [513,1263,600,1283]
headline: আইডিয়াল ল কলেজ অ্যালামনাই কমিটি [1014,911,1159,952]
table-header-cell: ক্রম [1204,1927,1225,1981]
list-item-text: ফায়ার ও Height Code অনুযায়ী এপার্টমেন্টের যাবতীয় সুবিধা থাকতে হবে। [696,2011,964,2044]
article-body: (শেষের পৃষ্ঠার পর) ভোটার ৩ লাখ ৩৩ হাজার ৪৫৯ জন। এরমধ্যে পুরুষ ভোটার ১৬৯৪৪ ও নারী ভোটার ১৬৩৫১৫ জন। নির্বাচনে মোট সাতজন প্রার্থী প্রতিদ্বন্দ্বিতা করছেন। [476,1397,637,1498]
list-item-text: স্থান: ঢাকার ফকিরাপুল/পল্টন/মতিঝিল/শান্তিনগর/কাকরাইল/কলাবাগান এর মধ্যে। [696,1807,930,1841]
signatory-name: এস. এম. আব্দুল কাদের [1367,2253,1458,2265]
contact-email-link[interactable]: For further information, write to admissions@sau.ac.in [167,2231,519,2248]
list-item [666,2050,970,2088]
